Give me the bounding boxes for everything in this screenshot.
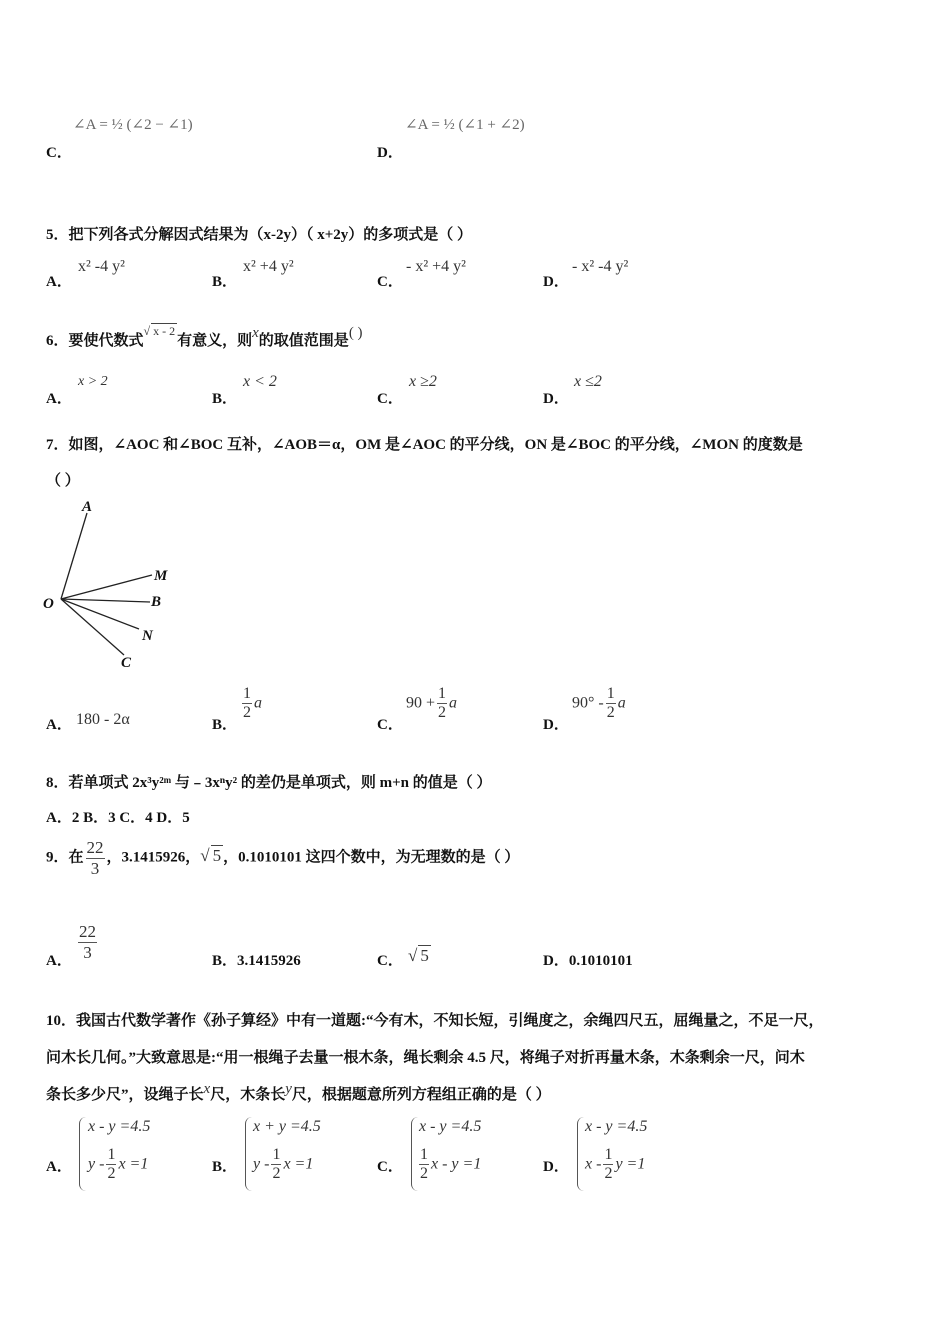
q9-option-d: D．0.1010101 [543, 953, 633, 969]
q4-option-d-math: ∠A = ½ (∠1 + ∠2) [405, 117, 525, 133]
q10-option-b-label: B． [212, 1159, 238, 1175]
q6-stem-part-c: 的取值范围是 [258, 333, 349, 349]
q10-line2: 问木长几何。”大致意思是:“用一根绳子去量一根木条，绳长剩余 4.5 尺，将绳子对折再量木条，木条剩余一尺，问木 [46, 1050, 805, 1066]
q9-stem: 9．在 $\frac{22}{3}$ ，3.1415926，√ 5 ，0.1010101 这四个数中，为无理数的是（ ） [46, 838, 520, 878]
q4-option-c-math: ∠A = ½ (∠2 − ∠1) [73, 117, 193, 133]
q10-option-d-eq2: x - $\frac{1}{2}$ y =1 [585, 1146, 646, 1183]
q10-option-a-label: A． [46, 1159, 72, 1175]
q5-stem: 5．把下列各式分解因式结果为（x-2y）（ x+2y）的多项式是（ ） [46, 227, 473, 243]
q7-option-c-label: C． [377, 717, 403, 733]
q10-option-a-eq2: y - $\frac{1}{2}$ x =1 [88, 1146, 149, 1183]
q5-option-c-label: C． [377, 274, 403, 290]
q7-stem-line2: （ ） [46, 473, 80, 489]
q5-option-b-math: x² +4 y² [243, 258, 294, 275]
q5-option-b-label: B． [212, 274, 238, 290]
q6-option-d-math: x ≤2 [574, 373, 602, 390]
q6-stem-part-b: 有意义，则 [177, 333, 253, 349]
q10-option-a-eq1: x - y =4.5 [88, 1118, 151, 1135]
q10-option-b-eq1: x + y =4.5 [253, 1118, 321, 1135]
q10-option-d-brace [577, 1117, 584, 1191]
q7-option-b-label: B． [212, 717, 238, 733]
ray-on [61, 599, 139, 629]
q7-angle-figure [40, 495, 200, 680]
q10-line3: 条长多少尺”，设绳子长x尺，木条长y尺，根据题意所列方程组正确的是（ ） [46, 1081, 551, 1103]
ray-om [61, 575, 152, 599]
q10-option-c-eq1: x - y =4.5 [419, 1118, 482, 1135]
q6-option-b-label: B． [212, 391, 238, 407]
q5-option-a-label: A． [46, 274, 72, 290]
q6-option-c-label: C． [377, 391, 403, 407]
q10-option-c-eq2: $\frac{1}{2}$ x - y =1 [420, 1146, 482, 1183]
q4-option-d-label: D． [377, 145, 403, 161]
label-n: N [142, 628, 153, 644]
q6-option-d-label: D． [543, 391, 569, 407]
q9-option-c-math: √ 5 [408, 946, 429, 965]
q4-option-c-label: C． [46, 145, 72, 161]
q7-option-d-math: 90° - $\frac{1}{2}$ a [572, 685, 626, 722]
q6-option-c-math: x ≥2 [409, 373, 437, 390]
q6-option-a-label: A． [46, 391, 72, 407]
label-m: M [154, 568, 168, 584]
q9-option-c-label: C． [377, 953, 403, 969]
ray-ob [61, 599, 150, 602]
q7-option-d-label: D． [543, 717, 569, 733]
q9-option-a-label: A． [46, 953, 72, 969]
q6-radicand: x - 2 [153, 324, 176, 338]
q9-option-b: B．3.1415926 [212, 953, 301, 969]
q10-option-b-eq2: y - $\frac{1}{2}$ x =1 [253, 1146, 314, 1183]
q10-option-c-label: C． [377, 1159, 403, 1175]
q5-option-a-math: x² -4 y² [78, 258, 125, 275]
q10-option-a-brace [79, 1117, 86, 1191]
q8-options: A．2 B．3 C．4 D．5 [46, 810, 190, 826]
label-a: A [82, 499, 93, 515]
q6-option-a-math: x > 2 [78, 374, 108, 389]
label-b: B [151, 594, 162, 610]
q6-stem: 6．要使代数式$^{√ x - 2}$有意义，则x的取值范围是( ) [46, 324, 363, 349]
label-o: O [43, 596, 54, 612]
q6-variable: x [252, 325, 259, 341]
q7-option-a-label: A． [46, 717, 72, 733]
q5-option-d-math: - x² -4 y² [572, 258, 629, 275]
q10-option-d-label: D． [543, 1159, 569, 1175]
q7-stem-line1: 7．如图，∠AOC 和∠BOC 互补，∠AOB＝α，OM 是∠AOC 的平分线，ON 是∠BOC 的平分线，∠MON 的度数是 [46, 437, 803, 453]
q5-option-d-label: D． [543, 274, 569, 290]
ray-oc [61, 599, 124, 655]
q10-option-d-eq1: x - y =4.5 [585, 1118, 648, 1135]
q10-option-b-brace [245, 1117, 252, 1191]
q7-option-b-math: $\frac{1}{2}$ a [243, 685, 262, 722]
q6-paren: ( ) [348, 325, 363, 341]
ray-oa [61, 513, 87, 599]
q5-option-c-math: - x² +4 y² [406, 258, 466, 275]
q10-line1: 10．我国古代数学著作《孙子算经》中有一道题:“今有木，不知长短，引绳度之，余绳四尺五，屈绳量之，不足一尺， [46, 1013, 824, 1029]
q8-stem: 8．若单项式 2x³y²ᵐ 与﹣3xⁿy² 的差仍是单项式，则 m+n 的值是（ ） [46, 775, 492, 791]
q6-stem-part-a: 6．要使代数式 [46, 333, 144, 349]
q9-option-a-math: $\frac{22}{3}$ [79, 922, 96, 962]
q6-option-b-math: x < 2 [243, 373, 277, 390]
q7-option-c-math: 90 + $\frac{1}{2}$ a [406, 685, 458, 722]
label-c: C [121, 655, 132, 671]
q7-option-a-math: 180 - 2α [76, 711, 130, 728]
